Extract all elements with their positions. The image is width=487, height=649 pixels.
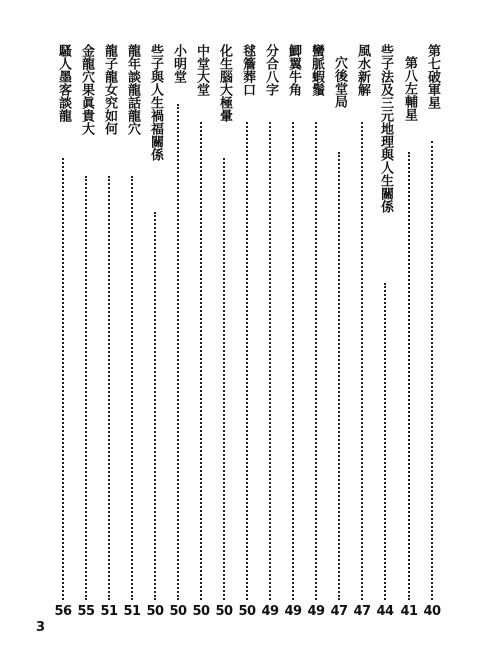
leader-dots bbox=[108, 176, 110, 600]
toc-entry-page: 51 bbox=[123, 604, 141, 619]
leader-dots bbox=[338, 152, 340, 600]
leader-dots bbox=[361, 122, 363, 600]
toc-entry-title: 第八左輔星 bbox=[402, 56, 417, 121]
leader-dots bbox=[431, 141, 433, 600]
toc-entry bbox=[190, 44, 212, 619]
toc-entry bbox=[374, 44, 396, 619]
toc-entry-title: 龍年談龍話龍穴 bbox=[125, 44, 140, 135]
toc-entry-title: 化生腦大極暈 bbox=[217, 44, 232, 122]
leader-dots bbox=[154, 212, 156, 600]
toc-entry-page: 49 bbox=[307, 604, 325, 619]
leader-dots bbox=[223, 158, 225, 600]
toc-entry bbox=[121, 44, 143, 619]
toc-entry-title: 毬簷葬口 bbox=[240, 44, 255, 96]
toc-entry-title: 分合八字 bbox=[263, 44, 278, 96]
toc-entry-title: 第七破軍星 bbox=[425, 44, 440, 109]
cutoff-page-number: 3 bbox=[36, 620, 46, 635]
toc-entry-page: 55 bbox=[77, 604, 95, 619]
toc-entry bbox=[351, 44, 373, 619]
leader-dots bbox=[62, 158, 64, 600]
leader-dots bbox=[246, 122, 248, 600]
toc-entry-title: 鯽翼牛角 bbox=[286, 44, 301, 96]
toc-entry bbox=[213, 44, 235, 619]
toc-entry-page: 50 bbox=[169, 604, 187, 619]
toc-entry-title: 小明堂 bbox=[171, 44, 186, 83]
toc-entry-page: 44 bbox=[376, 604, 394, 619]
toc-entry bbox=[75, 44, 97, 619]
toc-entry bbox=[328, 44, 350, 619]
toc-entry-page: 51 bbox=[100, 604, 118, 619]
toc-entry bbox=[236, 44, 258, 619]
toc-entry-title: 些子與人生禍福關係 bbox=[148, 44, 163, 161]
leader-dots bbox=[408, 152, 410, 600]
leader-dots bbox=[200, 122, 202, 600]
toc-entry bbox=[259, 44, 281, 619]
toc-entry-page: 50 bbox=[238, 604, 256, 619]
toc-entry bbox=[421, 44, 443, 619]
leader-dots bbox=[315, 122, 317, 600]
toc-entry-title: 中堂大堂 bbox=[194, 44, 209, 96]
toc-entry-page: 50 bbox=[146, 604, 164, 619]
toc-entry bbox=[52, 44, 74, 619]
toc-entry-page: 40 bbox=[423, 604, 441, 619]
leader-dots bbox=[131, 176, 133, 600]
toc-entry-page: 49 bbox=[284, 604, 302, 619]
toc-entry-page: 50 bbox=[215, 604, 233, 619]
toc-entry bbox=[98, 44, 120, 619]
toc-entry-title: 穴後堂局 bbox=[332, 56, 347, 108]
toc-entry-title: 騷人墨客談龍 bbox=[56, 44, 71, 122]
leader-dots bbox=[85, 176, 87, 600]
toc-entry-page: 47 bbox=[330, 604, 348, 619]
toc-entry-page: 49 bbox=[261, 604, 279, 619]
leader-dots bbox=[177, 104, 179, 600]
toc-entry-page: 47 bbox=[353, 604, 371, 619]
toc-entry-title: 金龍穴果眞貴大 bbox=[79, 44, 94, 135]
toc-entry-page: 56 bbox=[54, 604, 72, 619]
toc-entry bbox=[144, 44, 166, 619]
toc-entry-title: 些子法及三元地理與人生關係 bbox=[378, 44, 393, 213]
toc-entry-title: 風水新解 bbox=[355, 44, 370, 96]
toc-entry bbox=[398, 44, 420, 619]
leader-dots bbox=[384, 283, 386, 600]
toc-entry-title: 蠻脈蝦鬚 bbox=[309, 44, 324, 96]
toc-entry bbox=[167, 44, 189, 619]
leader-dots bbox=[269, 122, 271, 600]
toc-entry bbox=[305, 44, 327, 619]
toc-entry-title: 龍子龍女究如何 bbox=[102, 44, 117, 135]
toc-entry-page: 50 bbox=[192, 604, 210, 619]
toc-entry bbox=[282, 44, 304, 619]
leader-dots bbox=[292, 122, 294, 600]
toc-entry-page: 41 bbox=[400, 604, 418, 619]
